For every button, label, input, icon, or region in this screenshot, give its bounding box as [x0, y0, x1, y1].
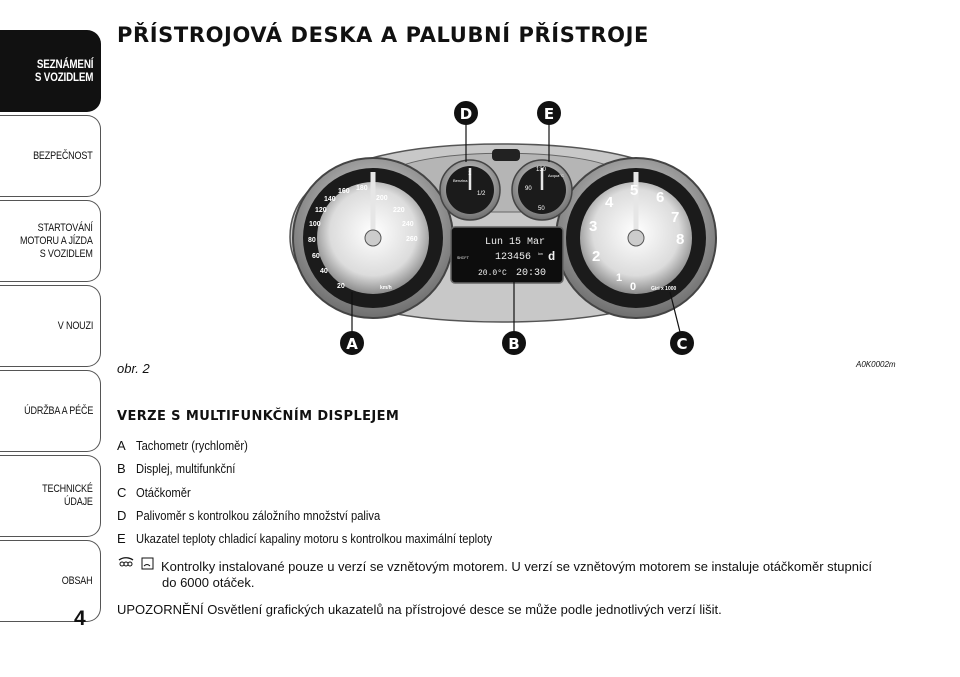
speedo-tick: 160 [338, 188, 350, 195]
legend-key: E [117, 531, 126, 547]
legend-text: Ukazatel teploty chladicí kapaliny motoru s kontrolkou maximální teploty [136, 531, 493, 547]
note-text-line1: Kontrolky instalované pouze u verzí se vznětovým motorem. U verzí se vznětovým motorem se instaluje otáčkoměr stupnicí [161, 559, 872, 574]
legend-item [117, 531, 550, 554]
callout-a-label: A [346, 335, 358, 353]
tab-startovani[interactable] [0, 200, 101, 282]
tab-label: SEZNÁMENÍ S VOZIDLEM [34, 57, 93, 84]
legend-key: A [117, 438, 126, 453]
legend-text: Displej, multifunkční [136, 461, 236, 477]
callout-b-label: B [508, 335, 520, 353]
tab-udrzba-a-pece[interactable] [0, 370, 101, 452]
speedo-tick: 200 [376, 195, 388, 202]
tacho-tick: 4 [605, 194, 614, 211]
tacho-tick: 8 [676, 231, 685, 248]
temp-unit-label: Acqua°C [548, 173, 564, 178]
legend-key: B [117, 461, 126, 477]
page-title: PŘÍSTROJOVÁ DESKA A PALUBNÍ PŘÍSTROJE [117, 23, 649, 47]
display-odometer-unit: km [538, 253, 543, 257]
tab-label: ÚDRŽBA A PÉČE [23, 404, 93, 417]
callout-d-label: D [459, 105, 473, 123]
section-heading: VERZE S MULTIFUNKČNÍM DISPLEJEM [117, 409, 400, 424]
chapter-sidebar [0, 0, 103, 677]
water-in-fuel-icon [142, 558, 153, 569]
tab-v-nouzi[interactable] [0, 285, 101, 367]
speedo-tick: 140 [324, 196, 336, 203]
tacho-tick: 1 [616, 272, 623, 284]
legend-text: Tachometr (rychloměr) [136, 438, 248, 453]
tacho-tick: 5 [630, 182, 639, 199]
legend-text: Otáčkoměr [136, 484, 191, 500]
tacho-unit: Giri x 1000 [651, 286, 677, 292]
legend-item [117, 485, 550, 508]
temp-tick: 130 [536, 167, 547, 173]
legend-key: C [117, 484, 127, 500]
display-date: Lun 15 Mar [485, 237, 546, 248]
tab-label: STARTOVÁNÍ MOTORU A JÍZDA S VOZIDLEM [20, 221, 93, 260]
speedo-tick: 40 [320, 268, 328, 275]
legend-text: Palivoměr s kontrolkou záložního množství paliva [136, 507, 381, 523]
figure-code: A0K0002m [856, 360, 896, 369]
legend-list [117, 438, 550, 554]
temp-tick: 50 [538, 206, 545, 212]
tab-seznameni-s-vozidlem[interactable] [0, 30, 101, 112]
display-odometer: 123456 [495, 252, 532, 263]
legend-item [117, 438, 550, 461]
callout-c-label: C [676, 335, 688, 353]
display-temperature: 20.0°C [478, 269, 507, 278]
turn-indicator-icon [492, 149, 520, 161]
glow-plug-icon [117, 557, 157, 571]
page-number: 4 [74, 607, 86, 630]
fuel-half-label: 1/2 [477, 191, 486, 197]
speedo-tick: 240 [402, 221, 414, 228]
diesel-note [117, 557, 917, 591]
speedo-tick: 180 [356, 185, 368, 192]
temp-tick: 90 [525, 186, 532, 192]
legend-item [117, 461, 550, 484]
speedo-tick: 60 [312, 253, 320, 260]
tab-label: TECHNICKÉ ÚDAJE [42, 483, 93, 508]
warning-text: UPOZORNĚNÍ Osvětlení grafických ukazatelů na přístrojové desce se může podle jednotlivých verzí lišit. [117, 602, 722, 617]
speedo-unit: km/h [380, 285, 392, 291]
speedo-tick: 20 [337, 283, 345, 290]
tacho-tick: 6 [656, 189, 665, 206]
warning-note [117, 602, 722, 617]
instrument-cluster-illustration [280, 92, 725, 362]
tacho-tick: 3 [589, 218, 598, 235]
instrument-panel-figure [280, 92, 725, 362]
tab-label: OBSAH [62, 574, 93, 587]
note-text-line2: do 6000 otáček. [162, 575, 255, 590]
tab-technicke-udaje[interactable] [0, 455, 101, 537]
callout-e-label: E [543, 105, 555, 123]
speedo-tick: 120 [315, 207, 327, 214]
speedo-tick: 80 [308, 237, 316, 244]
speedo-tick: 260 [406, 236, 418, 243]
diesel-warning-icons [117, 557, 161, 575]
legend-item [117, 508, 550, 531]
figure-caption: obr. 2 [117, 361, 150, 376]
tacho-tick: 7 [671, 209, 680, 226]
fuel-full-label: 1 [468, 171, 472, 177]
legend-key: D [117, 507, 127, 523]
speedo-tick: 100 [309, 221, 321, 228]
display-gear: d [548, 250, 556, 264]
tacho-tick: 0 [630, 281, 637, 293]
fuel-type-label: Benzina [453, 178, 468, 183]
speedo-tick: 220 [393, 207, 405, 214]
tab-label: V NOUZI [57, 319, 93, 332]
tab-label: BEZPEČNOST [33, 149, 93, 162]
display-shift-label: SHIFT [457, 257, 470, 261]
display-time: 20:30 [516, 268, 547, 279]
tacho-tick: 2 [592, 248, 601, 265]
tab-bezpecnost[interactable] [0, 115, 101, 197]
